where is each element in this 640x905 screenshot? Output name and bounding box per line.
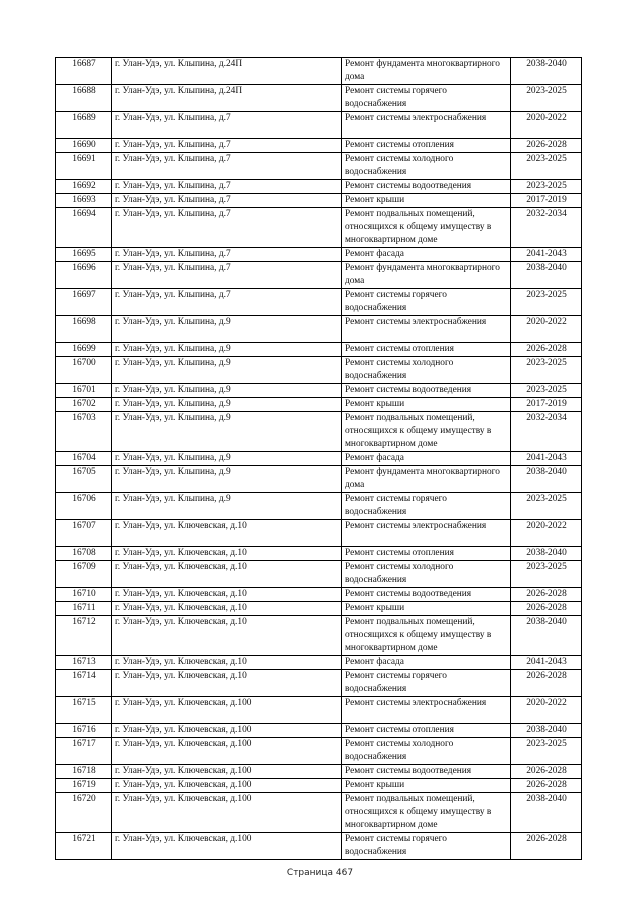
row-id-cell: 16717 <box>56 738 112 765</box>
years-cell: 2026-2028 <box>511 588 582 602</box>
work-type-line: Ремонт подвальных помещений, <box>345 794 475 804</box>
table-row <box>56 670 582 697</box>
page-number: Страница 467 <box>286 868 354 878</box>
years-cell: 2017-2019 <box>511 398 582 412</box>
work-type-line: Ремонт крыши <box>345 399 405 409</box>
table-row <box>56 316 582 343</box>
address-cell: г. Улан-Удэ, ул. Ключевская, д.100 <box>112 765 342 779</box>
work-type-line: многоквартирном доме <box>345 820 438 830</box>
work-type-line: Ремонт системы электроснабжения <box>345 521 487 531</box>
work-type-cell <box>342 602 511 616</box>
work-type-cell <box>342 656 511 670</box>
address-cell: г. Улан-Удэ, ул. Клыпина, д.7 <box>112 194 342 208</box>
work-type-cell <box>342 793 511 833</box>
work-type-line: Ремонт системы водоотведения <box>345 589 472 599</box>
page-footer <box>0 868 640 878</box>
table-row <box>56 208 582 248</box>
work-type-line: относящихся к общему имуществу в <box>345 426 492 436</box>
work-type-line: Ремонт крыши <box>345 195 405 205</box>
address-cell: г. Улан-Удэ, ул. Клыпина, д.9 <box>112 343 342 357</box>
years-cell: 2038-2040 <box>511 616 582 656</box>
table-row <box>56 289 582 316</box>
table-row <box>56 738 582 765</box>
years-cell: 2023-2025 <box>511 357 582 384</box>
table-row <box>56 724 582 738</box>
work-type-line: Ремонт системы горячего <box>345 834 447 844</box>
table-row <box>56 779 582 793</box>
years-cell: 2026-2028 <box>511 670 582 697</box>
table-row <box>56 561 582 588</box>
row-id-cell: 16696 <box>56 262 112 289</box>
address-cell: г. Улан-Удэ, ул. Клыпина, д.7 <box>112 139 342 153</box>
work-type-line: Ремонт системы водоотведения <box>345 766 472 776</box>
row-id-cell: 16705 <box>56 466 112 493</box>
row-id-cell: 16690 <box>56 139 112 153</box>
work-type-line: Ремонт системы отопления <box>345 725 454 735</box>
years-cell: 2020-2022 <box>511 112 582 139</box>
row-id-cell: 16689 <box>56 112 112 139</box>
row-id-cell: 16708 <box>56 547 112 561</box>
address-cell: г. Улан-Удэ, ул. Ключевская, д.100 <box>112 779 342 793</box>
table-row <box>56 112 582 139</box>
work-type-line: Ремонт системы горячего <box>345 290 447 300</box>
address-cell: г. Улан-Удэ, ул. Клыпина, д.7 <box>112 262 342 289</box>
work-type-line: водоснабжения <box>345 507 407 517</box>
work-type-line: Ремонт подвальных помещений, <box>345 413 475 423</box>
table-row <box>56 384 582 398</box>
work-type-line: Ремонт подвальных помещений, <box>345 209 475 219</box>
years-cell: 2023-2025 <box>511 384 582 398</box>
years-cell: 2026-2028 <box>511 779 582 793</box>
work-type-cell <box>342 343 511 357</box>
years-cell: 2038-2040 <box>511 547 582 561</box>
work-type-line: водоснабжения <box>345 167 407 177</box>
work-type-cell <box>342 208 511 248</box>
address-cell: г. Улан-Удэ, ул. Ключевская, д.100 <box>112 697 342 724</box>
row-id-cell: 16720 <box>56 793 112 833</box>
work-type-cell <box>342 139 511 153</box>
work-type-line: дома <box>345 276 365 286</box>
work-type-line: Ремонт системы отопления <box>345 548 454 558</box>
work-type-cell <box>342 670 511 697</box>
row-id-cell: 16715 <box>56 697 112 724</box>
work-type-line: водоснабжения <box>345 371 407 381</box>
years-cell: 2026-2028 <box>511 833 582 860</box>
address-cell: г. Улан-Удэ, ул. Ключевская, д.10 <box>112 547 342 561</box>
address-cell: г. Улан-Удэ, ул. Клыпина, д.9 <box>112 412 342 452</box>
work-type-cell <box>342 398 511 412</box>
table-row <box>56 616 582 656</box>
work-type-cell <box>342 112 511 139</box>
years-cell: 2038-2040 <box>511 262 582 289</box>
work-type-line: водоснабжения <box>345 99 407 109</box>
table-row <box>56 602 582 616</box>
address-cell: г. Улан-Удэ, ул. Ключевская, д.10 <box>112 561 342 588</box>
address-cell: г. Улан-Удэ, ул. Ключевская, д.10 <box>112 520 342 547</box>
work-type-cell <box>342 765 511 779</box>
years-cell: 2026-2028 <box>511 343 582 357</box>
table-row <box>56 248 582 262</box>
years-cell: 2041-2043 <box>511 452 582 466</box>
table-row <box>56 262 582 289</box>
work-type-line: относящихся к общему имуществу в <box>345 222 492 232</box>
table-row <box>56 412 582 452</box>
work-type-cell <box>342 248 511 262</box>
work-type-line: многоквартирном доме <box>345 643 438 653</box>
address-cell: г. Улан-Удэ, ул. Ключевская, д.10 <box>112 670 342 697</box>
work-type-line: Ремонт подвальных помещений, <box>345 617 475 627</box>
work-type-line: Ремонт системы отопления <box>345 140 454 150</box>
work-type-line <box>345 125 508 138</box>
work-type-line: Ремонт системы отопления <box>345 344 454 354</box>
table-row <box>56 466 582 493</box>
table-row <box>56 493 582 520</box>
work-type-line: Ремонт крыши <box>345 603 405 613</box>
years-cell: 2023-2025 <box>511 738 582 765</box>
work-type-line: водоснабжения <box>345 575 407 585</box>
years-cell: 2032-2034 <box>511 208 582 248</box>
row-id-cell: 16719 <box>56 779 112 793</box>
years-cell: 2020-2022 <box>511 697 582 724</box>
work-type-cell <box>342 616 511 656</box>
address-cell: г. Улан-Удэ, ул. Ключевская, д.100 <box>112 738 342 765</box>
row-id-cell: 16710 <box>56 588 112 602</box>
work-type-line: Ремонт системы холодного <box>345 154 454 164</box>
work-type-cell <box>342 466 511 493</box>
work-type-cell <box>342 153 511 180</box>
work-type-cell <box>342 194 511 208</box>
work-type-cell <box>342 738 511 765</box>
work-type-cell <box>342 412 511 452</box>
row-id-cell: 16692 <box>56 180 112 194</box>
row-id-cell: 16693 <box>56 194 112 208</box>
work-type-cell <box>342 588 511 602</box>
address-cell: г. Улан-Удэ, ул. Клыпина, д.9 <box>112 384 342 398</box>
years-cell: 2038-2040 <box>511 793 582 833</box>
table-row <box>56 833 582 860</box>
row-id-cell: 16712 <box>56 616 112 656</box>
address-cell: г. Улан-Удэ, ул. Клыпина, д.9 <box>112 316 342 343</box>
work-type-line: многоквартирном доме <box>345 439 438 449</box>
row-id-cell: 16698 <box>56 316 112 343</box>
work-type-cell <box>342 357 511 384</box>
address-cell: г. Улан-Удэ, ул. Клыпина, д.7 <box>112 248 342 262</box>
row-id-cell: 16709 <box>56 561 112 588</box>
work-type-line: Ремонт системы холодного <box>345 358 454 368</box>
address-cell: г. Улан-Удэ, ул. Ключевская, д.100 <box>112 793 342 833</box>
work-type-cell <box>342 833 511 860</box>
work-type-cell <box>342 724 511 738</box>
table-row <box>56 194 582 208</box>
table-row <box>56 793 582 833</box>
table-row <box>56 180 582 194</box>
work-type-cell <box>342 520 511 547</box>
work-type-line: относящихся к общему имуществу в <box>345 807 492 817</box>
work-type-cell <box>342 180 511 194</box>
years-cell: 2038-2040 <box>511 466 582 493</box>
years-cell: 2038-2040 <box>511 58 582 85</box>
work-type-line: водоснабжения <box>345 684 407 694</box>
address-cell: г. Улан-Удэ, ул. Клыпина, д.24П <box>112 85 342 112</box>
years-cell: 2038-2040 <box>511 724 582 738</box>
table-row <box>56 697 582 724</box>
work-type-line: Ремонт фасада <box>345 453 404 463</box>
row-id-cell: 16713 <box>56 656 112 670</box>
address-cell: г. Улан-Удэ, ул. Клыпина, д.9 <box>112 452 342 466</box>
table-row <box>56 85 582 112</box>
address-cell: г. Улан-Удэ, ул. Клыпина, д.24П <box>112 58 342 85</box>
years-cell: 2017-2019 <box>511 194 582 208</box>
years-cell: 2026-2028 <box>511 602 582 616</box>
work-type-cell <box>342 561 511 588</box>
years-cell: 2023-2025 <box>511 561 582 588</box>
row-id-cell: 16697 <box>56 289 112 316</box>
address-cell: г. Улан-Удэ, ул. Клыпина, д.7 <box>112 153 342 180</box>
work-type-line: Ремонт фундамента многоквартирного <box>345 263 500 273</box>
years-cell: 2023-2025 <box>511 85 582 112</box>
work-type-line: Ремонт фасада <box>345 249 404 259</box>
row-id-cell: 16706 <box>56 493 112 520</box>
work-type-line: Ремонт системы горячего <box>345 86 447 96</box>
work-type-line: Ремонт системы горячего <box>345 671 447 681</box>
work-type-cell <box>342 58 511 85</box>
work-type-line: относящихся к общему имуществу в <box>345 630 492 640</box>
address-cell: г. Улан-Удэ, ул. Клыпина, д.9 <box>112 357 342 384</box>
work-type-line: Ремонт системы электроснабжения <box>345 113 487 123</box>
row-id-cell: 16688 <box>56 85 112 112</box>
row-id-cell: 16711 <box>56 602 112 616</box>
work-type-line: водоснабжения <box>345 303 407 313</box>
years-cell: 2020-2022 <box>511 520 582 547</box>
address-cell: г. Улан-Удэ, ул. Клыпина, д.7 <box>112 208 342 248</box>
work-type-line: дома <box>345 480 365 490</box>
row-id-cell: 16718 <box>56 765 112 779</box>
work-type-line: Ремонт фундамента многоквартирного <box>345 59 500 69</box>
work-type-line: водоснабжения <box>345 847 407 857</box>
address-cell: г. Улан-Удэ, ул. Клыпина, д.9 <box>112 398 342 412</box>
row-id-cell: 16707 <box>56 520 112 547</box>
address-cell: г. Улан-Удэ, ул. Клыпина, д.9 <box>112 493 342 520</box>
work-type-line: Ремонт системы холодного <box>345 562 454 572</box>
work-type-cell <box>342 547 511 561</box>
years-cell: 2026-2028 <box>511 139 582 153</box>
years-cell: 2041-2043 <box>511 248 582 262</box>
work-type-line: многоквартирном доме <box>345 235 438 245</box>
address-cell: г. Улан-Удэ, ул. Клыпина, д.7 <box>112 112 342 139</box>
table-row <box>56 139 582 153</box>
row-id-cell: 16714 <box>56 670 112 697</box>
row-id-cell: 16721 <box>56 833 112 860</box>
work-type-line: водоснабжения <box>345 752 407 762</box>
work-type-cell <box>342 493 511 520</box>
table-row <box>56 520 582 547</box>
years-cell: 2023-2025 <box>511 180 582 194</box>
table-row <box>56 357 582 384</box>
work-type-line: Ремонт системы электроснабжения <box>345 698 487 708</box>
work-type-cell <box>342 697 511 724</box>
table-body <box>56 58 582 860</box>
work-type-line: Ремонт фундамента многоквартирного <box>345 467 500 477</box>
row-id-cell: 16703 <box>56 412 112 452</box>
table-row <box>56 343 582 357</box>
table-row <box>56 656 582 670</box>
address-cell: г. Улан-Удэ, ул. Клыпина, д.7 <box>112 180 342 194</box>
work-type-cell <box>342 779 511 793</box>
years-cell: 2023-2025 <box>511 493 582 520</box>
work-type-cell <box>342 452 511 466</box>
address-cell: г. Улан-Удэ, ул. Ключевская, д.10 <box>112 656 342 670</box>
table-row <box>56 547 582 561</box>
repair-schedule-table <box>55 57 582 860</box>
years-cell: 2023-2025 <box>511 289 582 316</box>
row-id-cell: 16701 <box>56 384 112 398</box>
work-type-line <box>345 710 508 723</box>
work-type-line: Ремонт системы водоотведения <box>345 385 472 395</box>
work-type-line: Ремонт системы электроснабжения <box>345 317 487 327</box>
table-row <box>56 398 582 412</box>
work-type-cell <box>342 289 511 316</box>
address-cell: г. Улан-Удэ, ул. Ключевская, д.10 <box>112 588 342 602</box>
row-id-cell: 16695 <box>56 248 112 262</box>
years-cell: 2020-2022 <box>511 316 582 343</box>
work-type-line: Ремонт системы водоотведения <box>345 181 472 191</box>
years-cell: 2041-2043 <box>511 656 582 670</box>
address-cell: г. Улан-Удэ, ул. Ключевская, д.100 <box>112 724 342 738</box>
row-id-cell: 16702 <box>56 398 112 412</box>
table-row <box>56 58 582 85</box>
address-cell: г. Улан-Удэ, ул. Клыпина, д.9 <box>112 466 342 493</box>
years-cell: 2023-2025 <box>511 153 582 180</box>
years-cell: 2032-2034 <box>511 412 582 452</box>
address-cell: г. Улан-Удэ, ул. Клыпина, д.7 <box>112 289 342 316</box>
row-id-cell: 16687 <box>56 58 112 85</box>
work-type-cell <box>342 384 511 398</box>
address-cell: г. Улан-Удэ, ул. Ключевская, д.100 <box>112 833 342 860</box>
work-type-line <box>345 533 508 546</box>
work-type-line: Ремонт крыши <box>345 780 405 790</box>
work-type-cell <box>342 85 511 112</box>
address-cell: г. Улан-Удэ, ул. Ключевская, д.10 <box>112 602 342 616</box>
row-id-cell: 16699 <box>56 343 112 357</box>
row-id-cell: 16694 <box>56 208 112 248</box>
work-type-line: дома <box>345 72 365 82</box>
years-cell: 2026-2028 <box>511 765 582 779</box>
address-cell: г. Улан-Удэ, ул. Ключевская, д.10 <box>112 616 342 656</box>
work-type-line: Ремонт системы холодного <box>345 739 454 749</box>
work-type-line: Ремонт фасада <box>345 657 404 667</box>
work-type-line <box>345 329 508 342</box>
row-id-cell: 16704 <box>56 452 112 466</box>
table-row <box>56 588 582 602</box>
row-id-cell: 16716 <box>56 724 112 738</box>
row-id-cell: 16700 <box>56 357 112 384</box>
table-row <box>56 765 582 779</box>
table-row <box>56 153 582 180</box>
table-row <box>56 452 582 466</box>
work-type-line: Ремонт системы горячего <box>345 494 447 504</box>
work-type-cell <box>342 262 511 289</box>
work-type-cell <box>342 316 511 343</box>
row-id-cell: 16691 <box>56 153 112 180</box>
